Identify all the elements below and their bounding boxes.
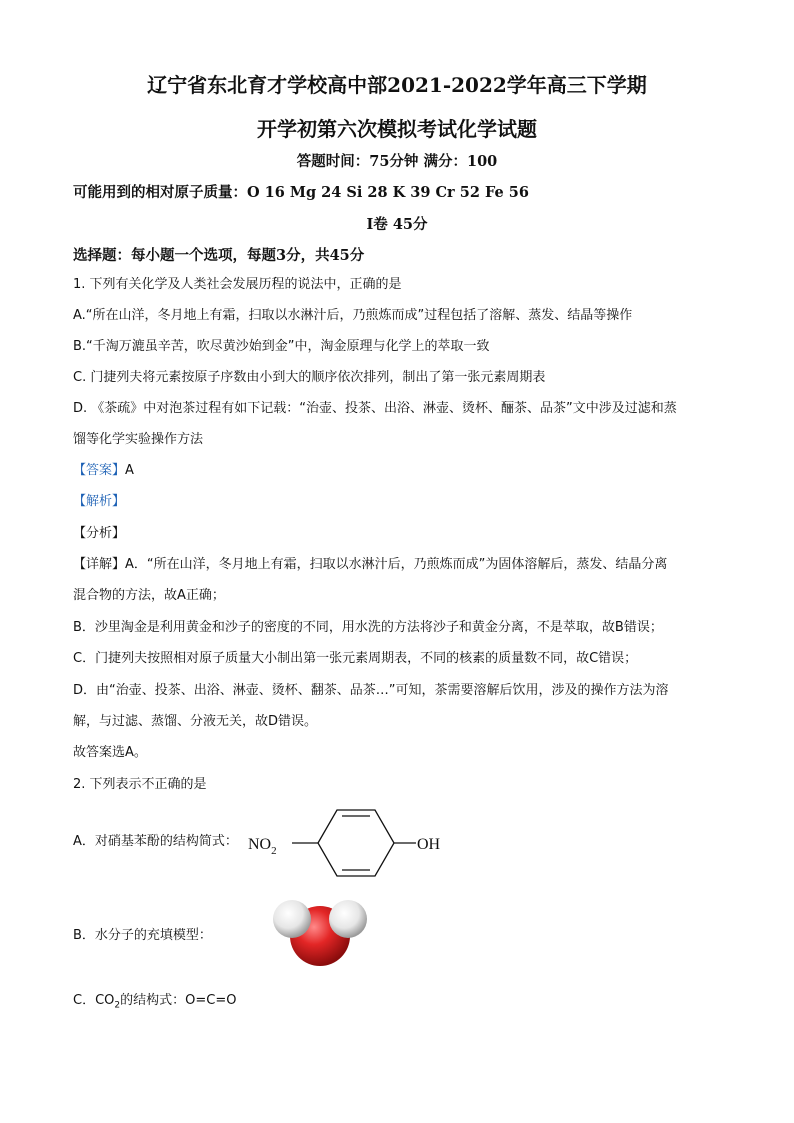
title-line-2: 开学初第六次模拟考试化学试题 — [257, 117, 537, 141]
q1-option-c: C. 门捷列夫将元素按原子序数由小到大的顺序依次排列，制出了第一张元素周期表 — [73, 370, 546, 385]
q2-option-a-label: A．对硝基苯酚的结构简式： — [73, 834, 238, 849]
section-heading: I卷 45分 — [366, 216, 428, 233]
hydrogen-atom-left — [273, 900, 311, 938]
q1-conclusion: 故答案选A。 — [73, 745, 147, 760]
q2-option-b-label: B．水分子的充填模型： — [73, 928, 212, 943]
q1-fenxi-tag: 【分析】 — [73, 526, 126, 541]
q1-stem: 1. 下列有关化学及人类社会发展历程的说法中，正确的是 — [73, 277, 402, 292]
benzene-ring — [318, 810, 394, 876]
hydrogen-atom-right — [329, 900, 367, 938]
instructions: 选择题：每小题一个选项，每题3分，共45分 — [73, 247, 365, 264]
no2-label: $NO_2$ — [248, 836, 277, 857]
detail-a-text: A．“所在山洋，冬月地上有霜，扫取以水淋汁后，乃煎炼而成”为固体溶解后，蒸发、结晶分离 — [125, 557, 668, 572]
atomic-masses: 可能用到的相对原子质量：O 16 Mg 24 Si 28 K 39 Cr 52 Fe 56 — [73, 184, 529, 201]
q1-detail-d-line1: D．由“治壶、投茶、出浴、淋壶、烫杯、翻茶、品茶…”可知，茶需要溶解后饮用，涉及的操作方法为溶 — [73, 683, 669, 698]
q1-detail-b: B．沙里淘金是利用黄金和沙子的密度的不同，用水洗的方法将沙子和黄金分离，不是萃取，故B错误； — [73, 620, 663, 635]
exam-info: 答题时间：75分钟 满分：100 — [296, 153, 498, 170]
water-space-filling-model — [268, 895, 372, 969]
q1-option-a: A.“所在山洋，冬月地上有霜，扫取以水淋汁后，乃煎炼而成”过程包括了溶解、蒸发、结晶等操作 — [73, 308, 633, 323]
q1-answer — [73, 463, 134, 479]
q1-option-d-line2: 馏等化学实验操作方法 — [73, 432, 204, 447]
detail-tag: 【详解】 — [73, 557, 126, 572]
q1-detail-a-line2: 混合物的方法，故A正确； — [73, 588, 225, 603]
q1-detail-d-line2: 解，与过滤、蒸馏、分液无关，故D错误。 — [73, 714, 318, 729]
answer-value: A — [125, 463, 134, 478]
q1-detail-c: C．门捷列夫按照相对原子质量大小制出第一张元素周期表，不同的核素的质量数不同，故C错误； — [73, 651, 638, 666]
q1-analysis-tag — [73, 494, 125, 510]
q2-stem: 2. 下列表示不正确的是 — [73, 777, 207, 792]
analysis-tag: 【解析】 — [73, 494, 126, 509]
q2-option-c: C．$CO_2$的结构式：O=C=O — [73, 993, 237, 1011]
q1-detail-a-line1 — [73, 557, 667, 573]
answer-tag: 【答案】 — [73, 463, 126, 478]
q1-option-d-line1: D. 《茶疏》中对泡茶过程有如下记载：“治壶、投茶、出浴、淋壶、烫杯、酾茶、品茶”文中涉及过滤和蒸 — [73, 401, 677, 416]
p-nitrophenol-structure — [246, 802, 456, 882]
title-line-1: 辽宁省东北育才学校高中部2021-2022学年高三下学期 — [147, 73, 647, 97]
oh-label: OH — [417, 836, 441, 853]
q1-option-b: B.“千淘万漉虽辛苦，吹尽黄沙始到金”中，淘金原理与化学上的萃取一致 — [73, 339, 490, 354]
